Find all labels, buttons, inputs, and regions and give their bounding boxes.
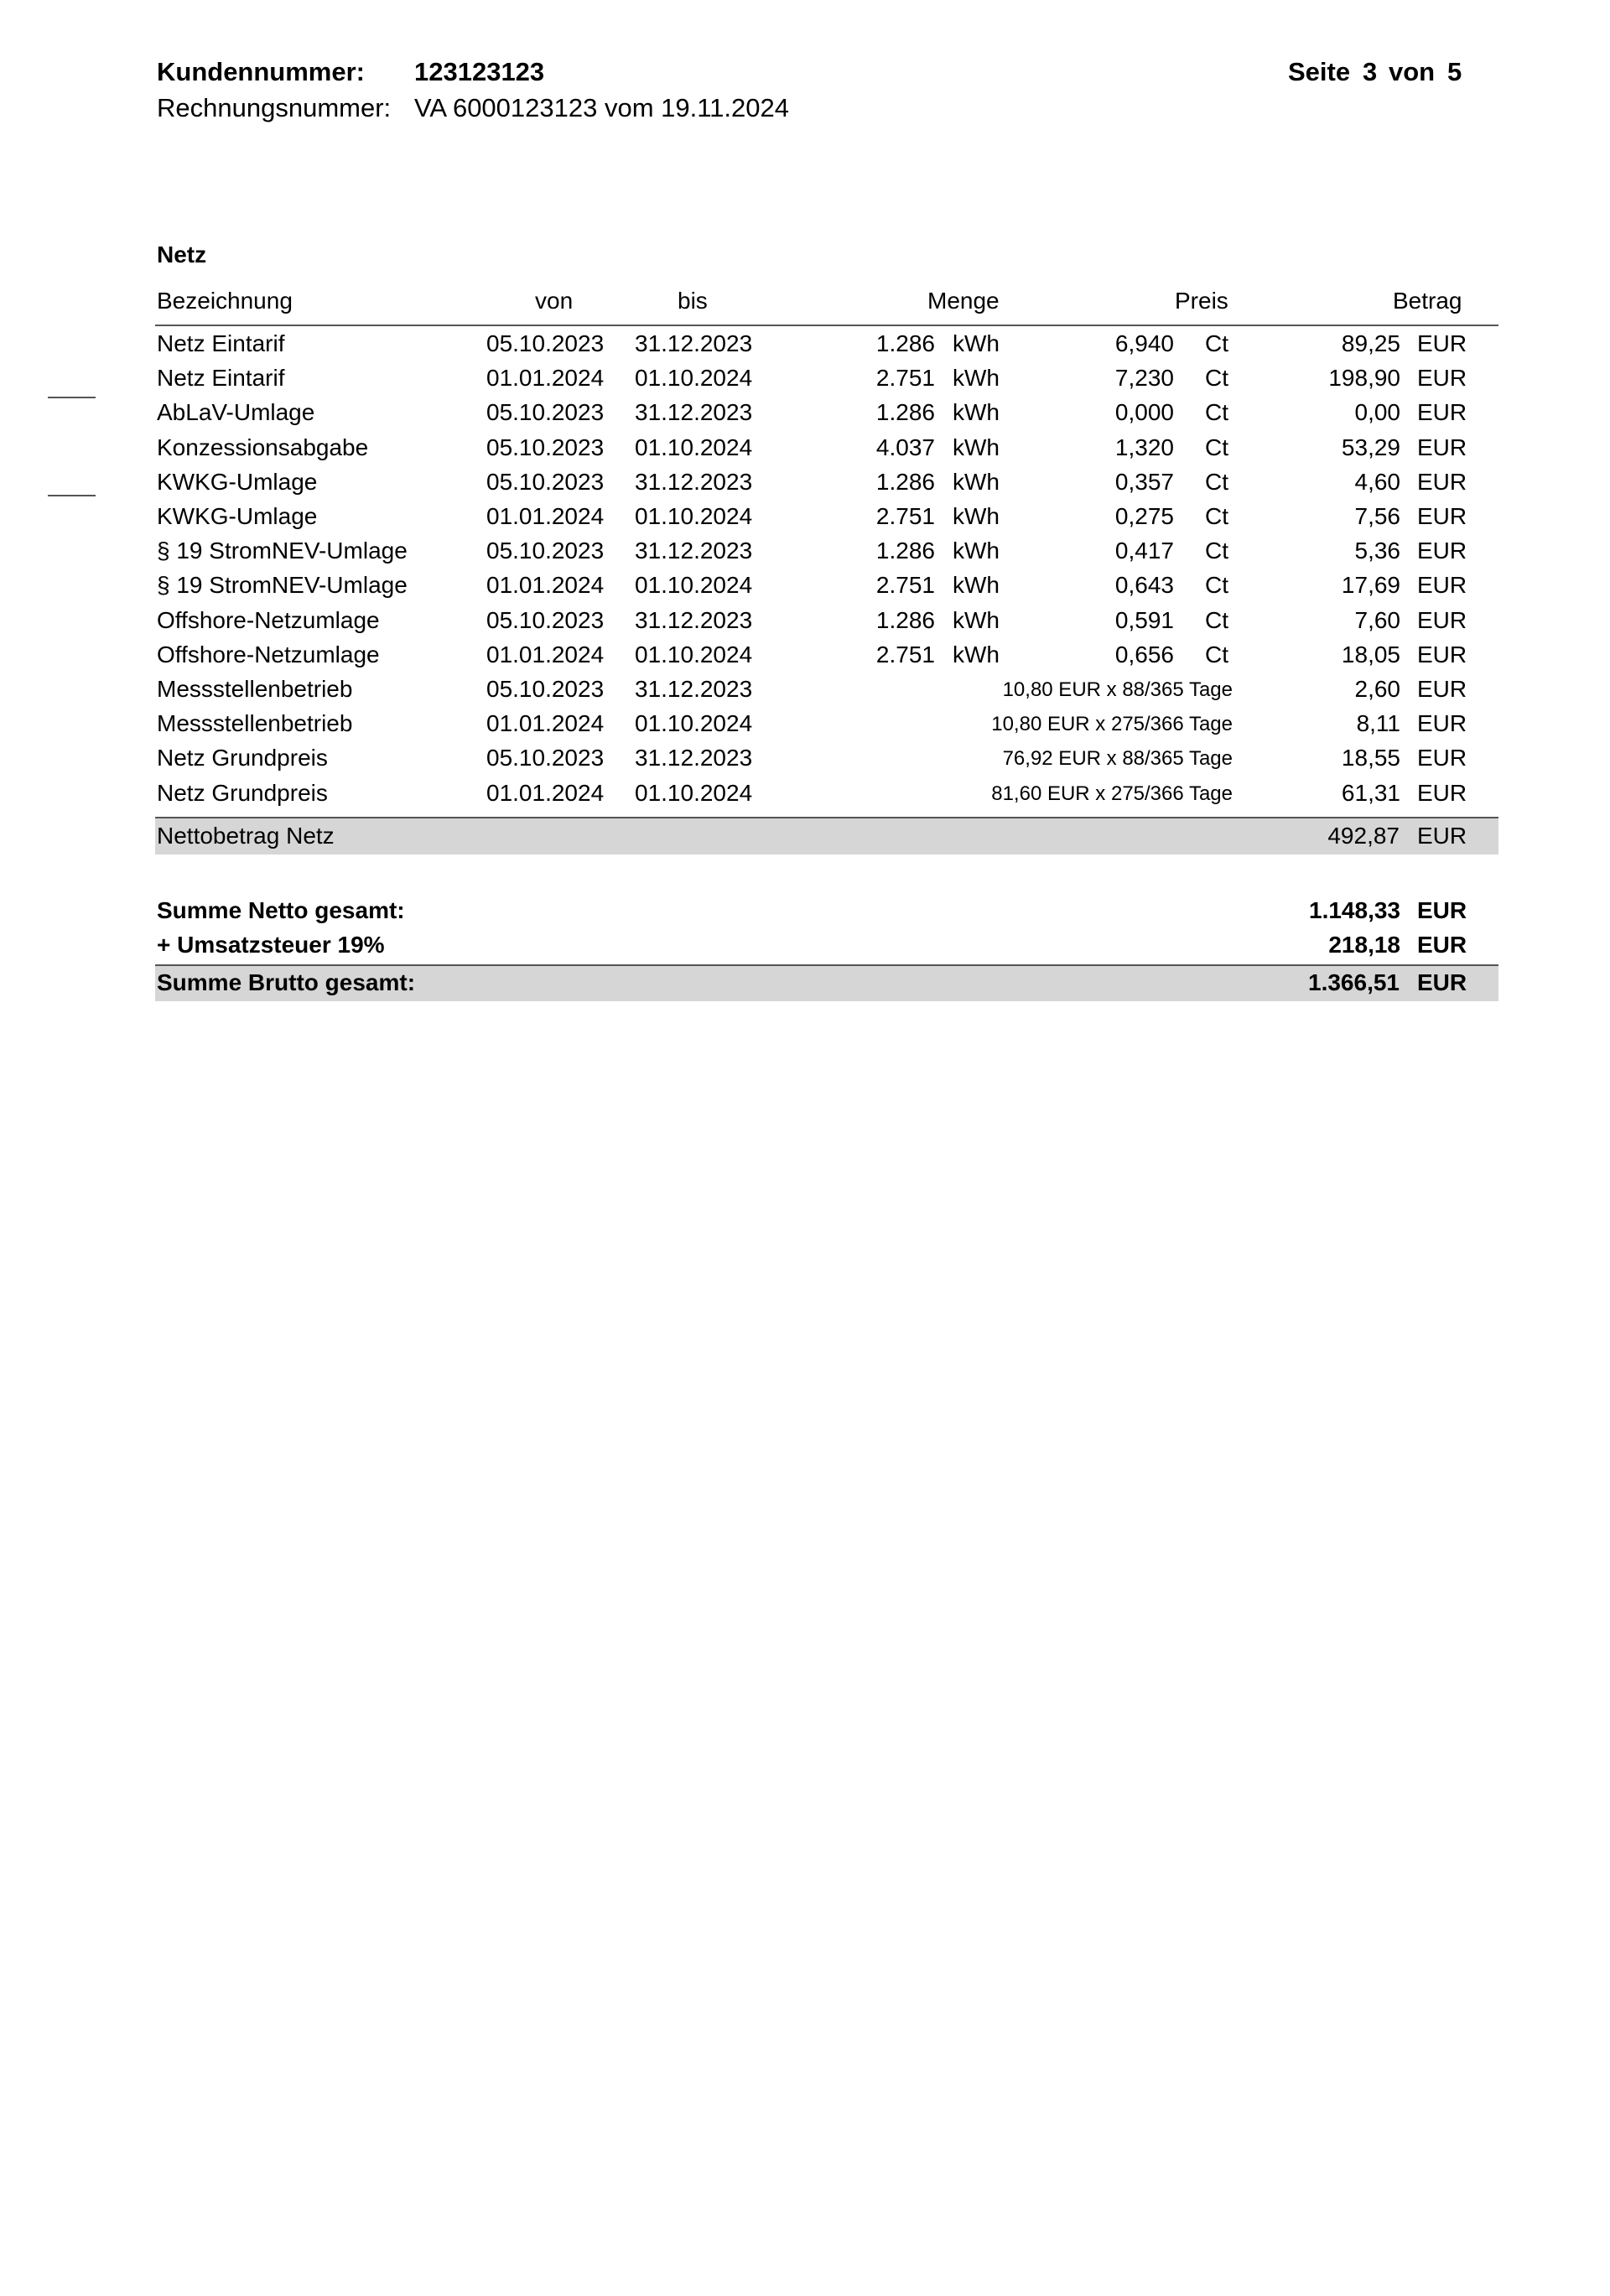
- section-title: Netz: [157, 242, 207, 268]
- row-preis-unit: Ct: [1205, 399, 1228, 426]
- row-betrag: 53,29: [1341, 434, 1400, 460]
- row-bis: 31.12.2023: [635, 676, 753, 702]
- table-row: [0, 503, 1610, 538]
- row-menge-unit: kWh: [953, 641, 1000, 668]
- row-bis: 01.10.2024: [635, 572, 753, 599]
- row-bezeichnung: Offshore-Netzumlage: [157, 606, 380, 633]
- row-bis: 31.12.2023: [635, 330, 753, 356]
- table-row: [0, 710, 1610, 745]
- row-preis-unit: Ct: [1205, 572, 1228, 599]
- row-preis-unit: Ct: [1205, 641, 1228, 668]
- row-von: 05.10.2023: [486, 538, 605, 564]
- row-formula: 76,92 EUR x 88/365 Tage: [1002, 747, 1233, 771]
- row-bezeichnung: Messstellenbetrieb: [157, 710, 353, 737]
- row-bis: 31.12.2023: [635, 538, 753, 564]
- row-bezeichnung: Netz Eintarif: [157, 365, 285, 392]
- customer-number-label: Kundennummer:: [157, 57, 365, 86]
- row-currency: EUR: [1417, 365, 1467, 392]
- netto-total-value: 1.148,33: [1309, 897, 1400, 923]
- row-menge-unit: kWh: [953, 606, 1000, 633]
- row-currency: EUR: [1417, 434, 1467, 460]
- row-menge-unit: kWh: [953, 538, 1000, 564]
- gross-total-value: 1.366,51: [1308, 969, 1400, 995]
- row-menge-unit: kWh: [953, 572, 1000, 599]
- row-von: 01.01.2024: [486, 641, 605, 668]
- row-betrag: 18,05: [1341, 641, 1400, 668]
- row-betrag: 0,00: [1354, 399, 1400, 426]
- row-menge-unit: kWh: [953, 434, 1000, 460]
- invoice-number-value: VA 6000123123 vom 19.11.2024: [414, 93, 790, 122]
- table-row: [0, 469, 1610, 503]
- vat-currency: EUR: [1417, 932, 1467, 958]
- table-row: [0, 607, 1610, 642]
- row-currency: EUR: [1417, 399, 1467, 426]
- table-header-divider: [155, 325, 1498, 326]
- column-header-menge: Menge: [927, 288, 1000, 314]
- row-preis: 1,320: [1114, 434, 1174, 460]
- row-von: 05.10.2023: [486, 330, 605, 356]
- row-bis: 31.12.2023: [635, 606, 753, 633]
- row-menge: 4.037: [875, 434, 935, 460]
- table-row: [0, 538, 1610, 572]
- row-currency: EUR: [1417, 468, 1467, 495]
- row-betrag: 61,31: [1341, 779, 1400, 806]
- gross-total-row: [155, 966, 1498, 1001]
- row-von: 05.10.2023: [486, 606, 605, 633]
- row-bezeichnung: Netz Grundpreis: [157, 745, 328, 771]
- table-row: [0, 365, 1610, 399]
- row-bezeichnung: Messstellenbetrieb: [157, 676, 353, 702]
- row-bis: 01.10.2024: [635, 710, 753, 737]
- gross-total-currency: EUR: [1417, 969, 1467, 995]
- invoice-number-label: Rechnungsnummer:: [157, 93, 392, 122]
- subtotal-currency: EUR: [1417, 823, 1467, 849]
- row-von: 05.10.2023: [486, 434, 605, 460]
- row-preis: 0,000: [1114, 399, 1174, 426]
- row-preis-unit: Ct: [1205, 503, 1228, 529]
- row-currency: EUR: [1417, 710, 1467, 737]
- column-header-von: von: [535, 288, 574, 314]
- row-currency: EUR: [1417, 676, 1467, 702]
- row-betrag: 2,60: [1354, 676, 1400, 702]
- row-currency: EUR: [1417, 503, 1467, 529]
- row-menge-unit: kWh: [953, 468, 1000, 495]
- row-bis: 01.10.2024: [635, 365, 753, 392]
- row-betrag: 89,25: [1341, 330, 1400, 356]
- row-betrag: 8,11: [1356, 710, 1400, 737]
- row-menge: 2.751: [875, 572, 935, 599]
- table-row: [0, 676, 1610, 710]
- page-label: Seite: [1288, 57, 1351, 86]
- row-bezeichnung: AbLaV-Umlage: [157, 399, 315, 426]
- row-formula: 10,80 EUR x 88/365 Tage: [1002, 678, 1233, 701]
- row-von: 05.10.2023: [486, 468, 605, 495]
- row-von: 05.10.2023: [486, 399, 605, 426]
- subtotal-label: Nettobetrag Netz: [157, 823, 335, 849]
- row-menge: 2.751: [875, 641, 935, 668]
- subtotal-row: [155, 818, 1498, 855]
- table-row: [0, 399, 1610, 434]
- row-currency: EUR: [1417, 606, 1467, 633]
- row-betrag: 7,56: [1354, 503, 1400, 529]
- row-currency: EUR: [1417, 330, 1467, 356]
- column-header-betrag: Betrag: [1393, 288, 1462, 314]
- row-formula: 81,60 EUR x 275/366 Tage: [991, 782, 1233, 805]
- row-menge: 1.286: [875, 468, 935, 495]
- row-bis: 31.12.2023: [635, 399, 753, 426]
- row-currency: EUR: [1417, 538, 1467, 564]
- row-von: 01.01.2024: [486, 503, 605, 529]
- row-preis: 0,643: [1114, 572, 1174, 599]
- row-bezeichnung: Netz Grundpreis: [157, 779, 328, 806]
- row-menge: 1.286: [875, 399, 935, 426]
- row-menge-unit: kWh: [953, 365, 1000, 392]
- row-menge-unit: kWh: [953, 330, 1000, 356]
- row-bezeichnung: Konzessionsabgabe: [157, 434, 369, 460]
- row-betrag: 5,36: [1354, 538, 1400, 564]
- row-menge: 2.751: [875, 365, 935, 392]
- row-bis: 01.10.2024: [635, 641, 753, 668]
- row-bis: 01.10.2024: [635, 434, 753, 460]
- page-of-label: von: [1389, 57, 1436, 86]
- subtotal-value: 492,87: [1327, 823, 1400, 849]
- row-preis: 0,275: [1114, 503, 1174, 529]
- row-bis: 01.10.2024: [635, 503, 753, 529]
- row-preis: 0,357: [1114, 468, 1174, 495]
- vat-label: + Umsatzsteuer 19%: [157, 932, 385, 958]
- row-von: 01.01.2024: [486, 710, 605, 737]
- table-row: [0, 642, 1610, 676]
- netto-total-label: Summe Netto gesamt:: [157, 897, 405, 923]
- row-bezeichnung: § 19 StromNEV-Umlage: [157, 572, 408, 599]
- table-row: [0, 780, 1610, 814]
- table-row: [0, 745, 1610, 779]
- table-row: [0, 572, 1610, 606]
- row-bezeichnung: Netz Eintarif: [157, 330, 285, 356]
- page-total: 5: [1447, 57, 1462, 86]
- row-currency: EUR: [1417, 745, 1467, 771]
- row-bezeichnung: § 19 StromNEV-Umlage: [157, 538, 408, 564]
- row-menge-unit: kWh: [953, 503, 1000, 529]
- row-preis: 0,417: [1114, 538, 1174, 564]
- gross-total-label: Summe Brutto gesamt:: [157, 969, 416, 995]
- customer-number-value: 123123123: [414, 57, 545, 86]
- row-menge-unit: kWh: [953, 399, 1000, 426]
- row-bezeichnung: KWKG-Umlage: [157, 468, 318, 495]
- row-bis: 31.12.2023: [635, 468, 753, 495]
- netto-total-currency: EUR: [1417, 897, 1467, 923]
- row-menge: 1.286: [875, 606, 935, 633]
- table-row: [0, 330, 1610, 365]
- row-bezeichnung: KWKG-Umlage: [157, 503, 318, 529]
- row-betrag: 17,69: [1341, 572, 1400, 599]
- row-currency: EUR: [1417, 779, 1467, 806]
- row-von: 05.10.2023: [486, 676, 605, 702]
- row-preis-unit: Ct: [1205, 606, 1228, 633]
- row-preis: 7,230: [1114, 365, 1174, 392]
- row-menge: 2.751: [875, 503, 935, 529]
- table-row: [0, 434, 1610, 469]
- row-preis: 0,591: [1114, 606, 1174, 633]
- row-menge: 1.286: [875, 330, 935, 356]
- row-preis-unit: Ct: [1205, 468, 1228, 495]
- row-menge: 1.286: [875, 538, 935, 564]
- column-header-bis: bis: [678, 288, 708, 314]
- page-current: 3: [1363, 57, 1378, 86]
- row-bis: 01.10.2024: [635, 779, 753, 806]
- row-betrag: 4,60: [1354, 468, 1400, 495]
- row-preis: 6,940: [1114, 330, 1174, 356]
- row-preis-unit: Ct: [1205, 330, 1228, 356]
- row-formula: 10,80 EUR x 275/366 Tage: [991, 713, 1233, 736]
- row-currency: EUR: [1417, 572, 1467, 599]
- vat-value: 218,18: [1328, 932, 1400, 958]
- row-betrag: 7,60: [1354, 606, 1400, 633]
- row-von: 05.10.2023: [486, 745, 605, 771]
- row-von: 01.01.2024: [486, 572, 605, 599]
- column-header-preis: Preis: [1175, 288, 1228, 314]
- row-von: 01.01.2024: [486, 779, 605, 806]
- row-bezeichnung: Offshore-Netzumlage: [157, 641, 380, 668]
- row-betrag: 18,55: [1341, 745, 1400, 771]
- row-preis-unit: Ct: [1205, 538, 1228, 564]
- row-preis-unit: Ct: [1205, 365, 1228, 392]
- row-currency: EUR: [1417, 641, 1467, 668]
- column-header-bezeichnung: Bezeichnung: [157, 288, 293, 314]
- row-betrag: 198,90: [1328, 365, 1400, 392]
- row-von: 01.01.2024: [486, 365, 605, 392]
- row-bis: 31.12.2023: [635, 745, 753, 771]
- row-preis: 0,656: [1114, 641, 1174, 668]
- row-preis-unit: Ct: [1205, 434, 1228, 460]
